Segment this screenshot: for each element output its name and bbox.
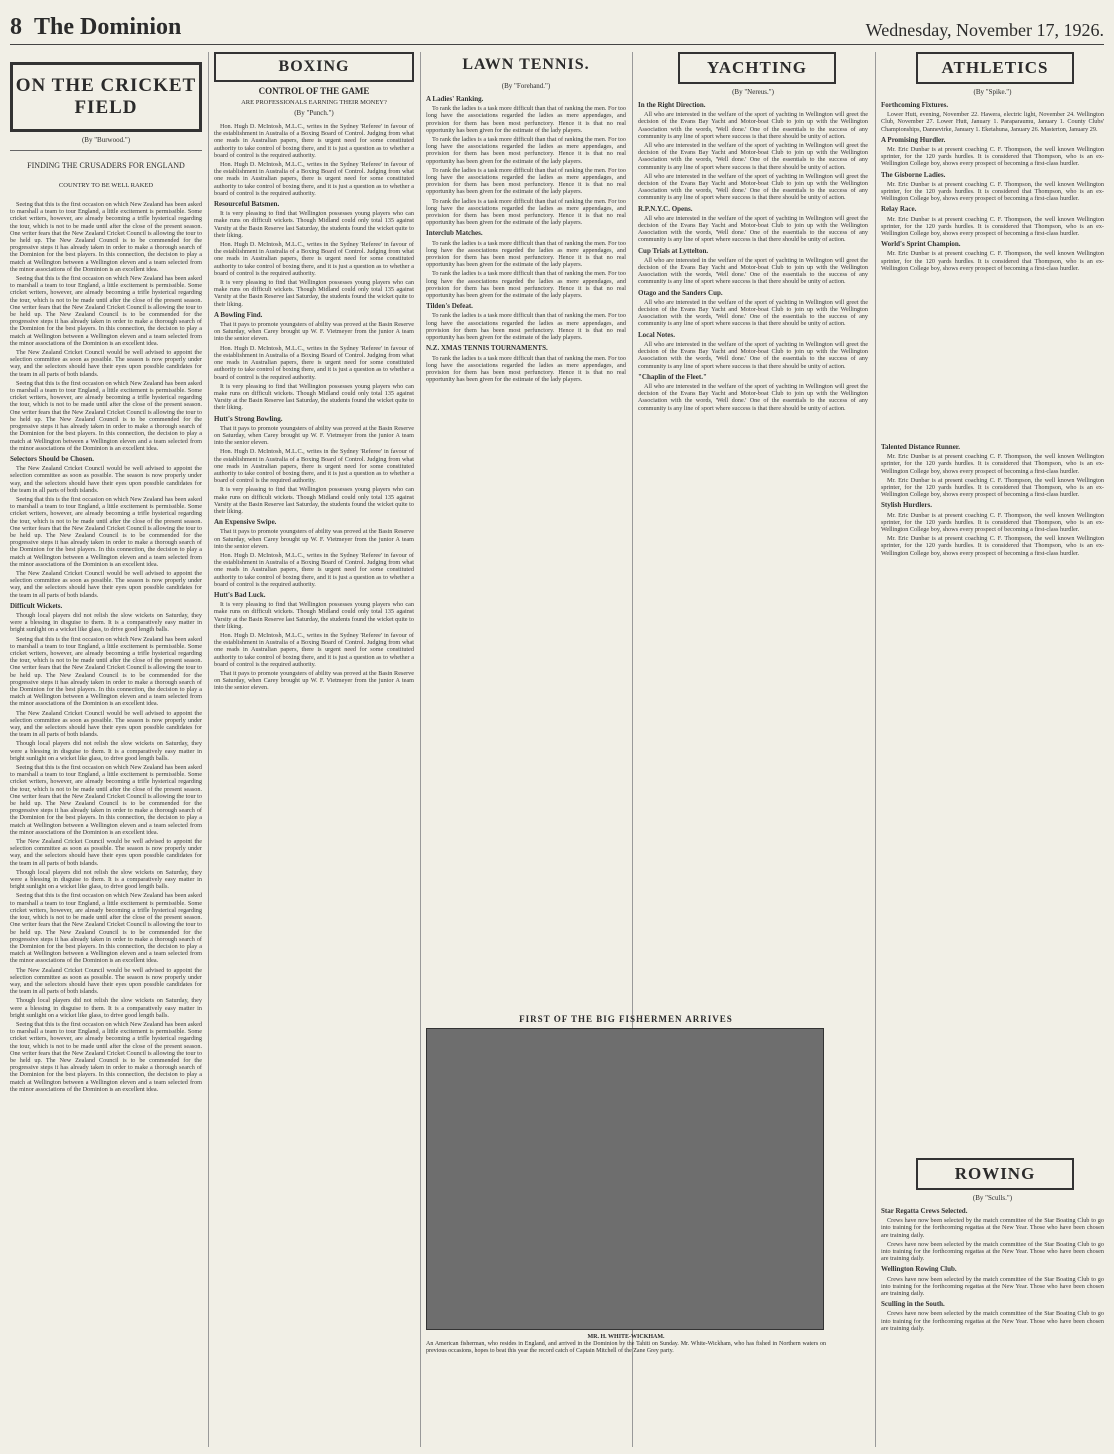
article-paragraph: All who are interested in the welfare of the sport of yachting in Wellington will greet the decision of the Evans Bay Yacht and Motor-boat Club to join up with the Wellington Association with the words, 'Well done.' One of the essentials to the success of any community is any line of sport where success is that there should be unity of action. (638, 340, 868, 370)
article-paragraph: Seeing that this is the first occasion on which New Zealand has been asked to marshall a team to tour England, a little excitement is permissible. Some cricket writers, however, are already becoming a trifle hysterical regarding the tour, which is not to be made until after the close of the present season. One writer fears that the New Zealand Cricket Council is allowing the tour to be held up. The New Zealand Council is to be commended for the progressive steps it has already taken in order to make a thorough search of the Dominion for the best players. In this connection, the decision to play a match at Wellington between a Wellington eleven and a team selected from the minor associations of the Dominion is an excellent idea. (10, 1020, 202, 1093)
article-paragraph: To rank the ladies is a task more difficult than that of ranking the men. For too long have the associations regarded the ladies as mere appendages, and provision for them has been most perfunctory. Hence it is that no real opportunity has been given for the estimate of the lady players. (426, 312, 626, 342)
article-subhead: R.P.N.Y.C. Opens. (638, 204, 693, 213)
article-subhead: Relay Race. (881, 205, 917, 214)
article-paragraph: Though local players did not relish the slow wickets on Saturday, they were a blessing in disguise to them. It is a comparatively easy matter in bright sunlight on a wicket like glass, to drive good length balls. (10, 997, 202, 1019)
rowing-section-title: ROWING (916, 1158, 1074, 1190)
boxing-article (214, 123, 414, 692)
article-paragraph: Crews have now been selected by the match committee of the Star Boating Club to go into training for the forthcoming regattas at the New Year. Those who have been chosen are training daily. (881, 1310, 1104, 1332)
article-subhead: Stylish Hurdlers. (881, 501, 932, 510)
photo-name: MR. H. WHITE-WICKHAM. (587, 1334, 665, 1340)
yachting-section-title: YACHTING (678, 52, 836, 84)
article-subhead: "Chaplin of the Fleet." (638, 372, 707, 381)
article-subhead: Hutt's Strong Bowling. (214, 414, 283, 423)
article-paragraph: Hon. Hugh D. McIntosh, M.L.C., writes in the Sydney 'Referee' in favour of the establishment in Australia of a Boxing Board of Control. Judging from what one reads in Australian papers, there is urgent need for some constituted authority to take control of boxing there, and it is just a question as to whether a board of control is the required authority. (214, 123, 414, 159)
boxing-section-title: BOXING (214, 52, 414, 82)
boxing-column (214, 52, 414, 1452)
article-subhead: Forthcoming Fixtures. (881, 101, 949, 109)
article-paragraph: That it pays to promote youngsters of ability was proved at the Basin Reserve on Saturday, when Carey brought up W. F. Vietmeyer from the junior A team into the senior eleven. (214, 321, 414, 343)
article-subhead: Tilden's Defeat. (426, 302, 473, 311)
masthead-left (10, 14, 181, 41)
article-subhead: Otago and the Sanders Cup. (638, 288, 723, 297)
athletics-article (881, 102, 1104, 272)
article-paragraph: Seeing that this is the first occasion on which New Zealand has been asked to marshall a team to tour England, a little excitement is permissible. Some cricket writers, however, are already becoming a trifle hysterical regarding the tour, which is not to be made until after the close of the present season. One writer fears that the New Zealand Cricket Council is allowing the tour to be held up. The New Zealand Council is to be commended for the progressive steps it has already taken in order to make a thorough search of the Dominion for the best players. In this connection, the decision to play a match at Wellington between a Wellington eleven and a team selected from the minor associations of the Dominion is an excellent idea. (10, 495, 202, 568)
article-paragraph: The New Zealand Cricket Council would be well advised to appoint the selection committee as soon as possible. The season is now properly under way, and the selectors should have their eyes upon possible candidates for the team in all parts of both islands. (10, 465, 202, 494)
article-paragraph: Mr. Eric Dunbar is at present coaching C. F. Thompson, the well known Wellington sprinter, for the 120 yards hurdles. It is considered that Thompson, who is an ex-Wellington College boy, shows every prospect of becoming a first-class hurdler. (881, 146, 1104, 168)
masthead (10, 12, 1104, 45)
article-paragraph: Hon. Hugh D. McIntosh, M.L.C., writes in the Sydney 'Referee' in favour of the establishment in Australia of a Boxing Board of Control. Judging from what one reads in Australian papers, there is urgent need for some constituted authority to take control of boxing there, and it is just a question as to whether a board of control is the required authority. (214, 344, 414, 381)
divider (10, 150, 202, 151)
article-subhead: A Bowling Find. (214, 310, 263, 319)
article-paragraph: Seeing that this is the first occasion on which New Zealand has been asked to marshall a team to tour England, a little excitement is permissible. Some cricket writers, however, are already becoming a trifle hysterical regarding the tour, which is not to be made until after the close of the present season. One writer fears that the New Zealand Cricket Council is allowing the tour to be held up. The New Zealand Council is to be commended for the progressive steps it has already taken in order to make a thorough search of the Dominion for the best players. In this connection, the decision to play a match at Wellington between a Wellington eleven and a team selected from the minor associations of the Dominion is an excellent idea. (10, 379, 202, 452)
article-subhead: Resourceful Batsmen. (214, 200, 280, 209)
column-rule (420, 52, 421, 1447)
article-paragraph: Mr. Eric Dunbar is at present coaching C. F. Thompson, the well known Wellington sprinter, for the 120 yards hurdles. It is considered that Thompson, who is an ex-Wellington College boy, shows every prospect of becoming a first-class hurdler. (881, 535, 1104, 557)
article-paragraph: Crews have now been selected by the match committee of the Star Boating Club to go into training for the forthcoming regattas at the New Year. Those who have been chosen are training daily. (881, 1240, 1104, 1263)
article-subhead: A Ladies' Ranking. (426, 95, 484, 103)
cricket-article (10, 201, 202, 1093)
article-paragraph: The New Zealand Cricket Council would be well advised to appoint the selection committee as soon as possible. The season is now properly under way, and the selectors should have their eyes upon possible candidates for the team in all parts of both islands. (10, 838, 202, 867)
article-subhead: Wellington Rowing Club. (881, 1265, 957, 1274)
article-paragraph: To rank the ladies is a task more difficult than that of ranking the men. For too long have the associations regarded the ladies as mere appendages, and provision for them has been most perfunctory. Hence it is that no real opportunity has been given for the estimate of the lady players. (426, 105, 626, 134)
rowing-column (881, 1158, 1104, 1448)
article-paragraph: That it pays to promote youngsters of ability was proved at the Basin Reserve on Saturday, when Carey brought up W. F. Vietmeyer from the junior A team into the senior eleven. (214, 424, 414, 447)
tennis-section-title: LAWN TENNIS. (462, 56, 590, 73)
article-paragraph: All who are interested in the welfare of the sport of yachting in Wellington will greet the decision of the Evans Bay Yacht and Motor-boat Club to join up with the Wellington Association with the words, 'Well done.' One of the essentials to the success of any community is any line of sport where success is that there should be unity of action. (638, 256, 868, 286)
article-paragraph: It is very pleasing to find that Wellington possesses young players who can make runs on difficult wickets. Though Midland could only total 135 against Varsity at the Basin Reserve last Saturday, the students found the wicket quite to their liking. (214, 601, 414, 630)
article-subhead: The Gisborne Ladies. (881, 170, 946, 179)
cricket-byline: (By "Burwood.") (81, 136, 131, 144)
yachting-article (638, 102, 868, 412)
article-paragraph: It is very pleasing to find that Wellington possesses young players who can make runs on difficult wickets. Though Midland could only total 135 against Varsity at the Basin Reserve last Saturday, the students found the wicket quite to their liking. (214, 210, 414, 239)
article-paragraph: All who are interested in the welfare of the sport of yachting in Wellington will greet the decision of the Evans Bay Yacht and Motor-boat Club to join up with the Wellington Association with the words, 'Well done.' One of the essentials to the success of any community is any line of sport where success is that there should be unity of action. (638, 111, 868, 140)
photo-caption: An American fisherman, who resides in England, and arrived in the Dominion by the Tahiti on Sunday. Mr. White-Wickham, who has fished in Northern waters on previous occasions, hopes to beat this year the record catch of Captain Mitchell of the Zane Grey party. (426, 1341, 826, 1354)
article-subhead: World's Sprint Champion. (881, 240, 961, 249)
article-subhead: An Expensive Swipe. (214, 518, 277, 527)
article-paragraph: Mr. Eric Dunbar is at present coaching C. F. Thompson, the well known Wellington sprinter, for the 120 yards hurdles. It is considered that Thompson, who is an ex-Wellington College boy, shows every prospect of becoming a first-class hurdler. (881, 215, 1104, 238)
article-paragraph: Lower Hutt, evening, November 22. Hawera, electric light, November 24. Wellington Club, November 27. Lower Hutt, January 1. Paraparaumu, January 1. County Clubs' Championships, Dannevirke, January 1. Eketahuna, January 26. Masterton, January 29. (881, 111, 1104, 133)
article-paragraph: All who are interested in the welfare of the sport of yachting in Wellington will greet the decision of the Evans Bay Yacht and Motor-boat Club to join up with the Wellington Association with the words, 'Well done.' One of the essentials to the success of any community is any line of sport where success is that there should be unity of action. (638, 382, 868, 412)
article-paragraph: Hon. Hugh D. McIntosh, M.L.C., writes in the Sydney 'Referee' in favour of the establishment in Australia of a Boxing Board of Control. Judging from what one reads in Australian papers, there is urgent need for some constituted authority to take control of boxing there, and it is just a question as to whether a board of control is the required authority. (214, 161, 414, 197)
article-paragraph: Though local players did not relish the slow wickets on Saturday, they were a blessing in disguise to them. It is a comparatively easy matter in bright sunlight on a wicket like glass, to drive good length balls. (10, 868, 202, 891)
article-paragraph: Mr. Eric Dunbar is at present coaching C. F. Thompson, the well known Wellington sprinter, for the 120 yards hurdles. It is considered that Thompson, who is an ex-Wellington College boy, shows every prospect of becoming a first-class hurdler. (881, 453, 1104, 475)
article-subhead: Star Regatta Crews Selected. (881, 1207, 968, 1215)
athletics-byline: (By "Spike.") (973, 88, 1012, 96)
article-paragraph: Seeing that this is the first occasion on which New Zealand has been asked to marshall a team to tour England, a little excitement is permissible. Some cricket writers, however, are already becoming a trifle hysterical regarding the tour, which is not to be made until after the close of the present season. One writer fears that the New Zealand Cricket Council is allowing the tour to be held up. The New Zealand Council is to be commended for the progressive steps it has already taken in order to make a thorough search of the Dominion for the best players. In this connection, the decision to play a match at Wellington between a Wellington eleven and a team selected from the minor associations of the Dominion is an excellent idea. (10, 892, 202, 965)
column-rule (875, 52, 876, 1447)
article-paragraph: To rank the ladies is a task more difficult than that of ranking the men. For too long have the associations regarded the ladies as mere appendages, and provision for them has been most perfunctory. Hence it is that no real opportunity has been given for the estimate of the lady players. (426, 270, 626, 300)
article-paragraph: Mr. Eric Dunbar is at present coaching C. F. Thompson, the well known Wellington sprinter, for the 120 yards hurdles. It is considered that Thompson, who is an ex-Wellington College boy, shows every prospect of becoming a first-class hurdler. (881, 250, 1104, 272)
article-paragraph: Hon. Hugh D. McIntosh, M.L.C., writes in the Sydney 'Referee' in favour of the establishment in Australia of a Boxing Board of Control. Judging from what one reads in Australian papers, there is urgent need for some constituted authority to take control of boxing there, and it is just a question as to whether a board of control is the required authority. (214, 632, 414, 668)
article-paragraph: The New Zealand Cricket Council would be well advised to appoint the selection committee as soon as possible. The season is now properly under way, and the selectors should have their eyes upon possible candidates for the team in all parts of both islands. (10, 349, 202, 378)
yachting-column (638, 52, 868, 1452)
article-paragraph: Seeing that this is the first occasion on which New Zealand has been asked to marshall a team to tour England, a little excitement is permissible. Some cricket writers, however, are already becoming a trifle hysterical regarding the tour, which is not to be made until after the close of the present season. One writer fears that the New Zealand Cricket Council is allowing the tour to be held up. The New Zealand Council is to be commended for the progressive steps it has already taken in order to make a thorough search of the Dominion for the best players. In this connection, the decision to play a match at Wellington between a Wellington eleven and a team selected from the minor associations of the Dominion is an excellent idea. (10, 764, 202, 836)
article-subhead: Hutt's Bad Luck. (214, 590, 266, 599)
article-paragraph: Hon. Hugh D. McIntosh, M.L.C., writes in the Sydney 'Referee' in favour of the establishment in Australia of a Boxing Board of Control. Judging from what one reads in Australian papers, there is urgent need for some constituted authority to take control of boxing there, and it is just a question as to whether a board of control is the required authority. (214, 551, 414, 588)
article-paragraph: The New Zealand Cricket Council would be well advised to appoint the selection committee as soon as possible. The season is now properly under way, and the selectors should have their eyes upon possible candidates for the team in all parts of both islands. (10, 966, 202, 996)
article-paragraph: To rank the ladies is a task more difficult than that of ranking the men. For too long have the associations regarded the ladies as mere appendages, and provision for them has been most perfunctory. Hence it is that no real opportunity has been given for the estimate of the lady players. (426, 197, 626, 227)
boxing-headline: ARE PROFESSIONALS EARNING THEIR MONEY? (241, 99, 387, 106)
article-paragraph: It is very pleasing to find that Wellington possesses young players who can make runs on difficult wickets. Though Midland could only total 135 against Varsity at the Basin Reserve last Saturday, the students found the wicket quite to their liking. (214, 382, 414, 412)
article-paragraph: To rank the ladies is a task more difficult than that of ranking the men. For too long have the associations regarded the ladies as mere appendages, and provision for them has been most perfunctory. Hence it is that no real opportunity has been given for the estimate of the lady players. (426, 354, 626, 384)
article-subhead: A Promising Hurdler. (881, 135, 946, 144)
article-paragraph: Mr. Eric Dunbar is at present coaching C. F. Thompson, the well known Wellington sprinter, for the 120 yards hurdles. It is considered that Thompson, who is an ex-Wellington College boy, shows every prospect of becoming a first-class hurdler. (881, 476, 1104, 499)
article-paragraph: All who are interested in the welfare of the sport of yachting in Wellington will greet the decision of the Evans Bay Yacht and Motor-boat Club to join up with the Wellington Association with the words, 'Well done.' One of the essentials to the success of any community is any line of sport where success is that there should be unity of action. (638, 298, 868, 328)
rowing-article (881, 1208, 1104, 1332)
article-paragraph: To rank the ladies is a task more difficult than that of ranking the men. For too long have the associations regarded the ladies as mere appendages, and provision for them has been most perfunctory. Hence it is that no real opportunity has been given for the estimate of the lady players. (426, 136, 626, 165)
article-paragraph: All who are interested in the welfare of the sport of yachting in Wellington will greet the decision of the Evans Bay Yacht and Motor-boat Club to join up with the Wellington Association with the words, 'Well done.' One of the essentials to the success of any community is any line of sport where success is that there should be unity of action. (638, 142, 868, 171)
article-subhead: N.Z. XMAS TENNIS TOURNAMENTS. (426, 344, 548, 353)
athletics-article-continued (881, 444, 1104, 557)
article-paragraph: Mr. Eric Dunbar is at present coaching C. F. Thompson, the well known Wellington sprinter, for the 120 yards hurdles. It is considered that Thompson, who is an ex-Wellington College boy, shows every prospect of becoming a first-class hurdler. (881, 180, 1104, 203)
article-paragraph: Though local players did not relish the slow wickets on Saturday, they were a blessing in disguise to them. It is a comparatively easy matter in bright sunlight on a wicket like glass, to drive good length balls. (10, 611, 202, 634)
article-subhead: In the Right Direction. (638, 101, 706, 109)
cricket-column (10, 52, 202, 1452)
article-subhead: Interclub Matches. (426, 229, 483, 238)
article-paragraph: Hon. Hugh D. McIntosh, M.L.C., writes in the Sydney 'Referee' in favour of the establishment in Australia of a Boxing Board of Control. Judging from what one reads in Australian papers, there is urgent need for some constituted authority to take control of boxing there, and it is just a question as to whether a board of control is the required authority. (214, 448, 414, 485)
cricket-section-title: ON THE CRICKET FIELD (10, 62, 202, 132)
issue-date: Wednesday, November 17, 1926. (865, 20, 1104, 40)
photo-title: FIRST OF THE BIG FISHERMEN ARRIVES (519, 1014, 733, 1024)
article-paragraph: To rank the ladies is a task more difficult than that of ranking the men. For too long have the associations regarded the ladies as mere appendages, and provision for them has been most perfunctory. Hence it is that no real opportunity has been given for the estimate of the lady players. (426, 239, 626, 269)
paper-name: The Dominion (34, 14, 182, 40)
article-paragraph: All who are interested in the welfare of the sport of yachting in Wellington will greet the decision of the Evans Bay Yacht and Motor-boat Club to join up with the Wellington Association with the words, 'Well done.' One of the essentials to the success of any community is any line of sport where success is that there should be unity of action. (638, 172, 868, 202)
boxing-byline: (By "Punch.") (294, 109, 334, 117)
article-paragraph: The New Zealand Cricket Council would be well advised to appoint the selection committee as soon as possible. The season is now properly under way, and the selectors should have their eyes upon possible candidates for the team in all parts of both islands. (10, 569, 202, 599)
article-paragraph: Seeing that this is the first occasion on which New Zealand has been asked to marshall a team to tour England, a little excitement is permissible. Some cricket writers, however, are already becoming a trifle hysterical regarding the tour, which is not to be made until after the close of the present season. One writer fears that the New Zealand Cricket Council is allowing the tour to be held up. The New Zealand Council is to be commended for the progressive steps it has already taken in order to make a thorough search of the Dominion for the best players. In this connection, the decision to play a match at Wellington between a Wellington eleven and a team selected from the minor associations of the Dominion is an excellent idea. (10, 201, 202, 273)
article-paragraph: Seeing that this is the first occasion on which New Zealand has been asked to marshall a team to tour England, a little excitement is permissible. Some cricket writers, however, are already becoming a trifle hysterical regarding the tour, which is not to be made until after the close of the present season. One writer fears that the New Zealand Cricket Council is allowing the tour to be held up. The New Zealand Council is to be commended for the progressive steps it has already taken in order to make a thorough search of the Dominion for the best players. In this connection, the decision to play a match at Wellington between a Wellington eleven and a team selected from the minor associations of the Dominion is an excellent idea. (10, 275, 202, 347)
article-paragraph: To rank the ladies is a task more difficult than that of ranking the men. For too long have the associations regarded the ladies as mere appendages, and provision for them has been most perfunctory. Hence it is that no real opportunity has been given for the estimate of the lady players. (426, 166, 626, 196)
article-paragraph: All who are interested in the welfare of the sport of yachting in Wellington will greet the decision of the Evans Bay Yacht and Motor-boat Club to join up with the Wellington Association with the words, 'Well done.' One of the essentials to the success of any community is any line of sport where success is that there should be unity of action. (638, 214, 868, 244)
article-subhead: Cup Trials at Lyttelton. (638, 246, 709, 255)
article-paragraph: It is very pleasing to find that Wellington possesses young players who can make runs on difficult wickets. Though Midland could only total 135 against Varsity at the Basin Reserve last Saturday, the students found the wicket quite to their liking. (214, 279, 414, 308)
athletics-continued (881, 440, 1104, 920)
article-paragraph: That it pays to promote youngsters of ability was proved at the Basin Reserve on Saturday, when Carey brought up W. F. Vietmeyer from the junior A team into the senior eleven. (214, 670, 414, 692)
athletics-section-title: ATHLETICS (916, 52, 1074, 84)
page-number: 8 (10, 14, 22, 40)
yachting-byline: (By "Nereus.") (732, 88, 774, 96)
article-paragraph: Though local players did not relish the slow wickets on Saturday, they were a blessing in disguise to them. It is a comparatively easy matter in bright sunlight on a wicket like glass, to drive good length balls. (10, 740, 202, 762)
athletics-column (881, 52, 1104, 432)
article-paragraph: Seeing that this is the first occasion on which New Zealand has been asked to marshall a team to tour England, a little excitement is permissible. Some cricket writers, however, are already becoming a trifle hysterical regarding the tour, which is not to be made until after the close of the present season. One writer fears that the New Zealand Cricket Council is allowing the tour to be held up. The New Zealand Council is to be commended for the progressive steps it has already taken in order to make a thorough search of the Dominion for the best players. In this connection, the decision to play a match at Wellington between a Wellington eleven and a team selected from the minor associations of the Dominion is an excellent idea. (10, 635, 202, 708)
article-paragraph: Crews have now been selected by the match committee of the Star Boating Club to go into training for the forthcoming regattas at the New Year. Those who have been chosen are training daily. (881, 1275, 1104, 1298)
article-subhead: Difficult Wickets. (10, 601, 63, 610)
article-subhead: Sculling in the South. (881, 1300, 945, 1309)
article-paragraph: Mr. Eric Dunbar is at present coaching C. F. Thompson, the well known Wellington sprinter, for the 120 yards hurdles. It is considered that Thompson, who is an ex-Wellington College boy, shows every prospect of becoming a first-class hurdler. (881, 511, 1104, 534)
tennis-article (426, 96, 626, 383)
cricket-subheadline: COUNTRY TO BE WELL RAKED (58, 182, 154, 189)
boxing-kicker: CONTROL OF THE GAME (258, 86, 370, 96)
column-rule (208, 52, 209, 1447)
cricket-headline: FINDING THE CRUSADERS FOR ENGLAND (27, 161, 185, 170)
article-paragraph: It is very pleasing to find that Wellington possesses young players who can make runs on difficult wickets. Though Midland could only total 135 against Varsity at the Basin Reserve last Saturday, the students found the wicket quite to their liking. (214, 486, 414, 515)
article-paragraph: Hon. Hugh D. McIntosh, M.L.C., writes in the Sydney 'Referee' in favour of the establishment in Australia of a Boxing Board of Control. Judging from what one reads in Australian papers, there is urgent need for some constituted authority to take control of boxing there, and it is just a question as to whether a board of control is the required authority. (214, 241, 414, 277)
article-paragraph: That it pays to promote youngsters of ability was proved at the Basin Reserve on Saturday, when Carey brought up W. F. Vietmeyer from the junior A team into the senior eleven. (214, 528, 414, 550)
article-paragraph: The New Zealand Cricket Council would be well advised to appoint the selection committee as soon as possible. The season is now properly under way, and the selectors should have their eyes upon possible candidates for the team in all parts of both islands. (10, 709, 202, 739)
article-subhead: Selectors Should be Chosen. (10, 454, 95, 463)
article-paragraph: Crews have now been selected by the match committee of the Star Boating Club to go into training for the forthcoming regattas at the New Year. Those who have been chosen are training daily. (881, 1217, 1104, 1239)
article-subhead: Talented Distance Runner. (881, 443, 961, 451)
rowing-byline: (By "Sculls.") (972, 1194, 1013, 1202)
article-subhead: Local Notes. (638, 330, 675, 339)
tennis-byline: (By "Forehand.") (501, 82, 551, 90)
